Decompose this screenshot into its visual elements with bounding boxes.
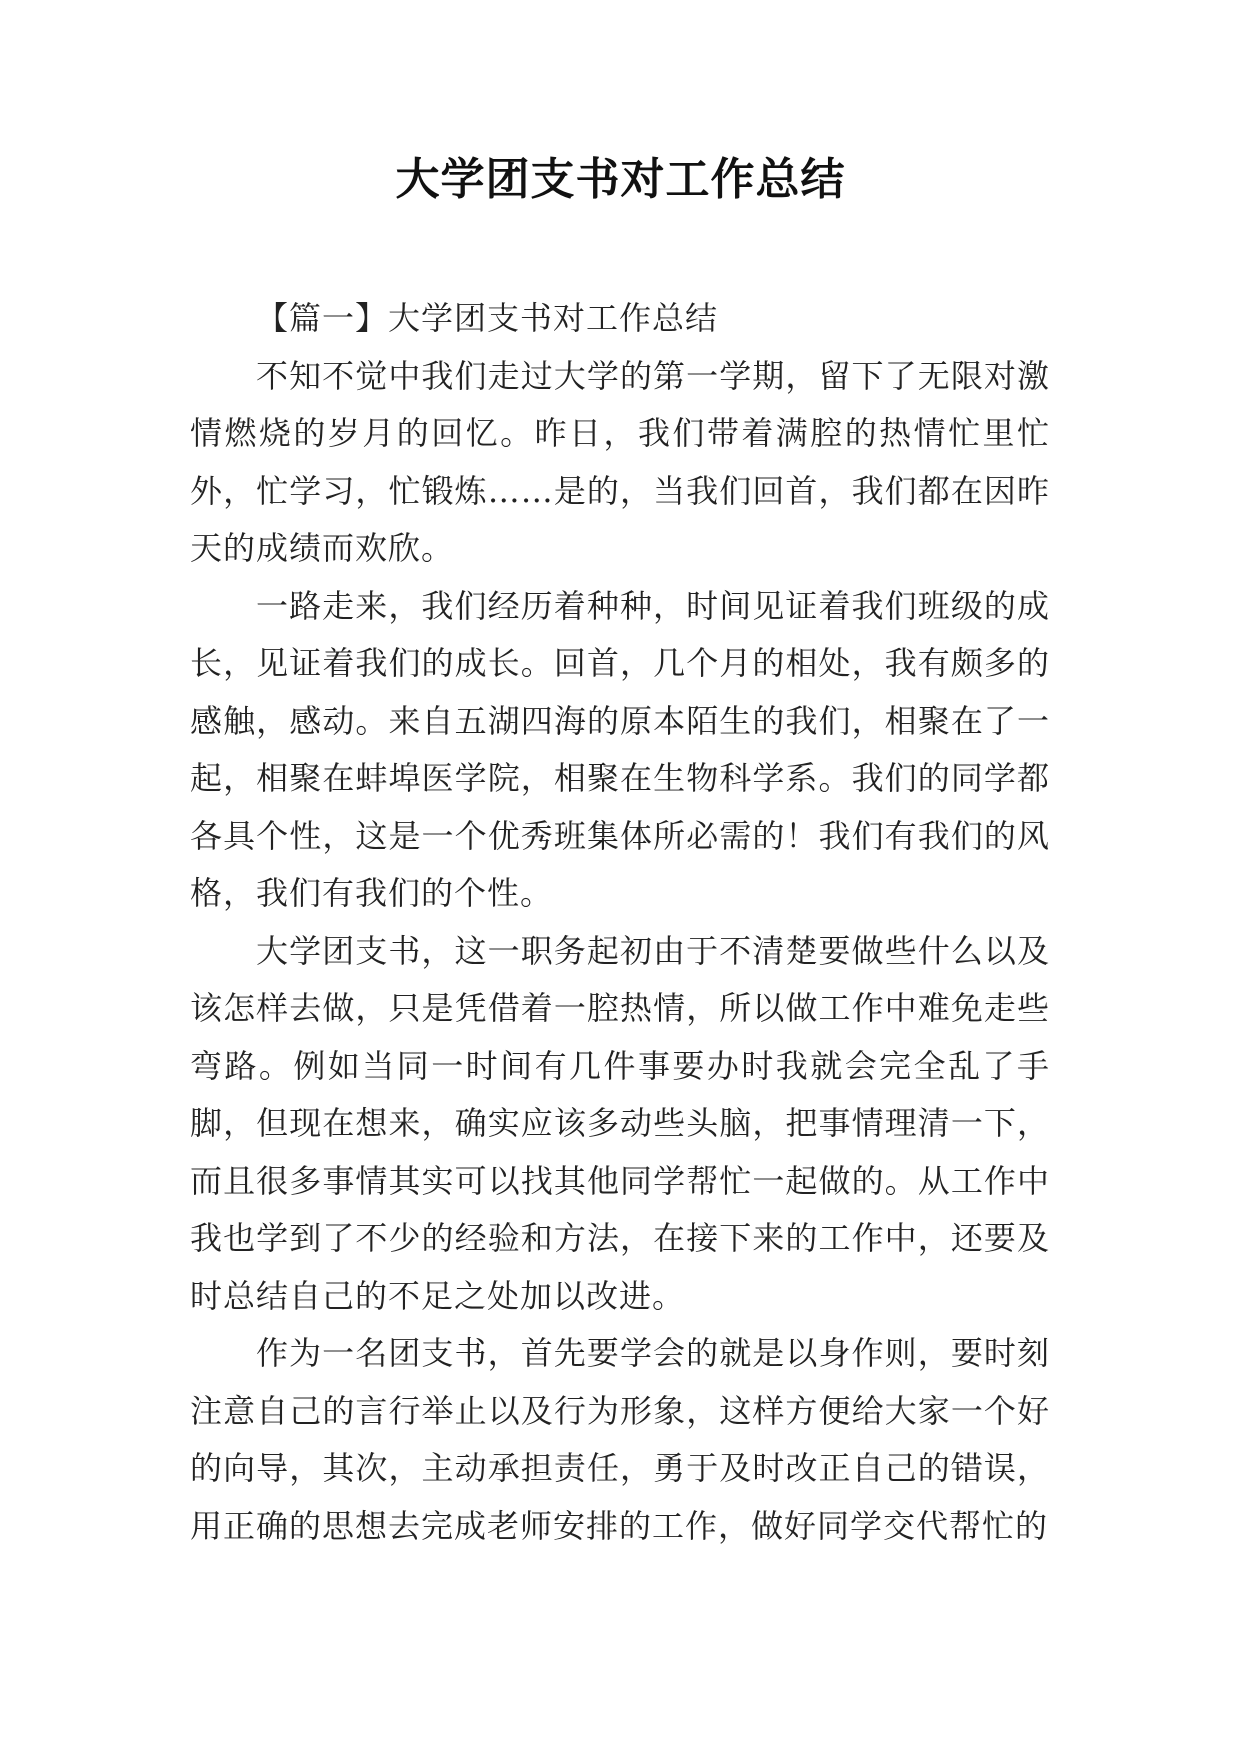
document-body: [190, 290, 1050, 1555]
paragraph: 大学团支书，这一职务起初由于不清楚要做些什么以及该怎样去做，只是凭借着一腔热情，所以做工作中难免走些弯路。例如当同一时间有几件事要办时我就会完全乱了手脚，但现在想来，确实应该多动些头脑，把事情理清一下，而且很多事情其实可以找其他同学帮忙一起做的。从工作中我也学到了不少的经验和方法，在接下来的工作中，还要及时总结自己的不足之处加以改进。: [190, 931, 1050, 1315]
paragraph: 作为一名团支书，首先要学会的就是以身作则，要时刻注意自己的言行举止以及行为形象，这样方便给大家一个好的向导，其次，主动承担责任，勇于及时改正自己的错误，用正确的思想去完成老师安排的工作，做好同学交代帮忙的: [190, 1334, 1050, 1545]
document-title: 大学团支书对工作总结: [395, 154, 846, 205]
section-heading: 【篇一】大学团支书对工作总结: [256, 299, 719, 337]
paragraph: 不知不觉中我们走过大学的第一学期，留下了无限对激情燃烧的岁月的回忆。昨日，我们带着满腔的热情忙里忙外，忙学习，忙锻炼……是的，当我们回首，我们都在因昨天的成绩而欢欣。: [190, 356, 1050, 567]
paragraph: 一路走来，我们经历着种种，时间见证着我们班级的成长，见证着我们的成长。回首，几个月的相处，我有颇多的感触，感动。来自五湖四海的原本陌生的我们，相聚在了一起，相聚在蚌埠医学院，相聚在生物科学系。我们的同学都各具个性，这是一个优秀班集体所必需的！我们有我们的风格，我们有我们的个性。: [190, 586, 1050, 912]
